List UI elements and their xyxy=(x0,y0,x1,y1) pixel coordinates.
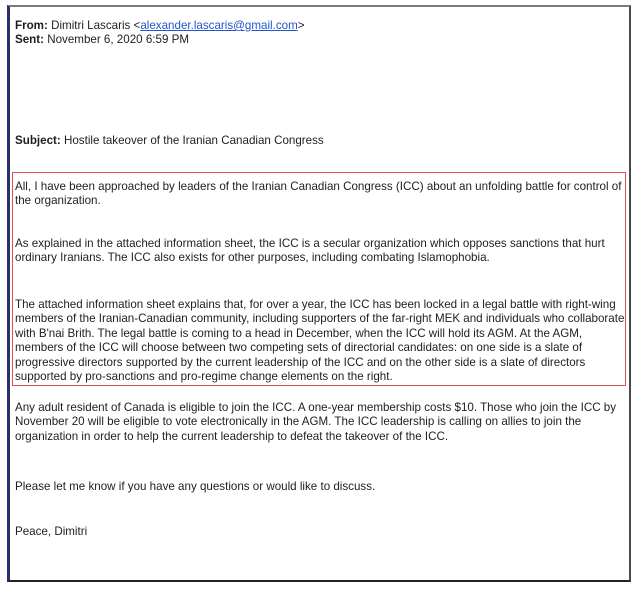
sent-value: November 6, 2020 6:59 PM xyxy=(47,33,189,46)
sent-label: Sent: xyxy=(15,33,44,46)
from-label: From: xyxy=(15,19,48,32)
email-close-bracket: > xyxy=(297,19,305,32)
body-paragraph-5: Please let me know if you have any questions or would like to discuss. xyxy=(15,480,376,493)
signature: Peace, Dimitri xyxy=(15,525,88,538)
body-paragraph-1: All, I have been approached by leaders of the Iranian Canadian Congress (ICC) about an unfolding battle for control of the organization. xyxy=(15,180,622,208)
subject-label: Subject: xyxy=(15,134,61,147)
body-paragraph-4: Any adult resident of Canada is eligible to join the ICC. A one-year membership costs $10. Those who join the ICC by November 20 will be eligible to vote electronically in the AGM. The ICC leadership is calling on allies to join the organization in order to help the current leadership to defeat the takeover of the ICC. xyxy=(15,401,617,443)
subject-line xyxy=(15,134,324,148)
email-open-bracket: < xyxy=(130,19,141,32)
body-paragraph-3: The attached information sheet explains that, for over a year, the ICC has been locked in a legal battle with right-wing members of the Iranian-Canadian community, including supporters of the far-right MEK and individuals who collaborate with B'nai Brith. The legal battle is coming to a head in December, when the ICC will hold its AGM. At the AGM, members of the ICC will choose between two competing sets of directorial candidates: on one side is a slate of progressive directors supported by the current leadership of the ICC and on the other side is a slate of directors supported by pro-sanctions and pro-regime change elements on the right. xyxy=(15,298,625,384)
from-email-link[interactable]: alexander.lascaris@gmail.com xyxy=(140,19,298,32)
sent-line xyxy=(15,33,189,47)
body-paragraph-2: As explained in the attached information sheet, the ICC is a secular organization which opposes sanctions that hurt ordinary Iranians. The ICC also exists for other purposes, including combating Islamophobia. xyxy=(15,237,605,265)
from-name: Dimitri Lascaris xyxy=(51,19,131,32)
subject-value: Hostile takeover of the Iranian Canadian Congress xyxy=(63,134,324,147)
from-line xyxy=(15,19,305,33)
